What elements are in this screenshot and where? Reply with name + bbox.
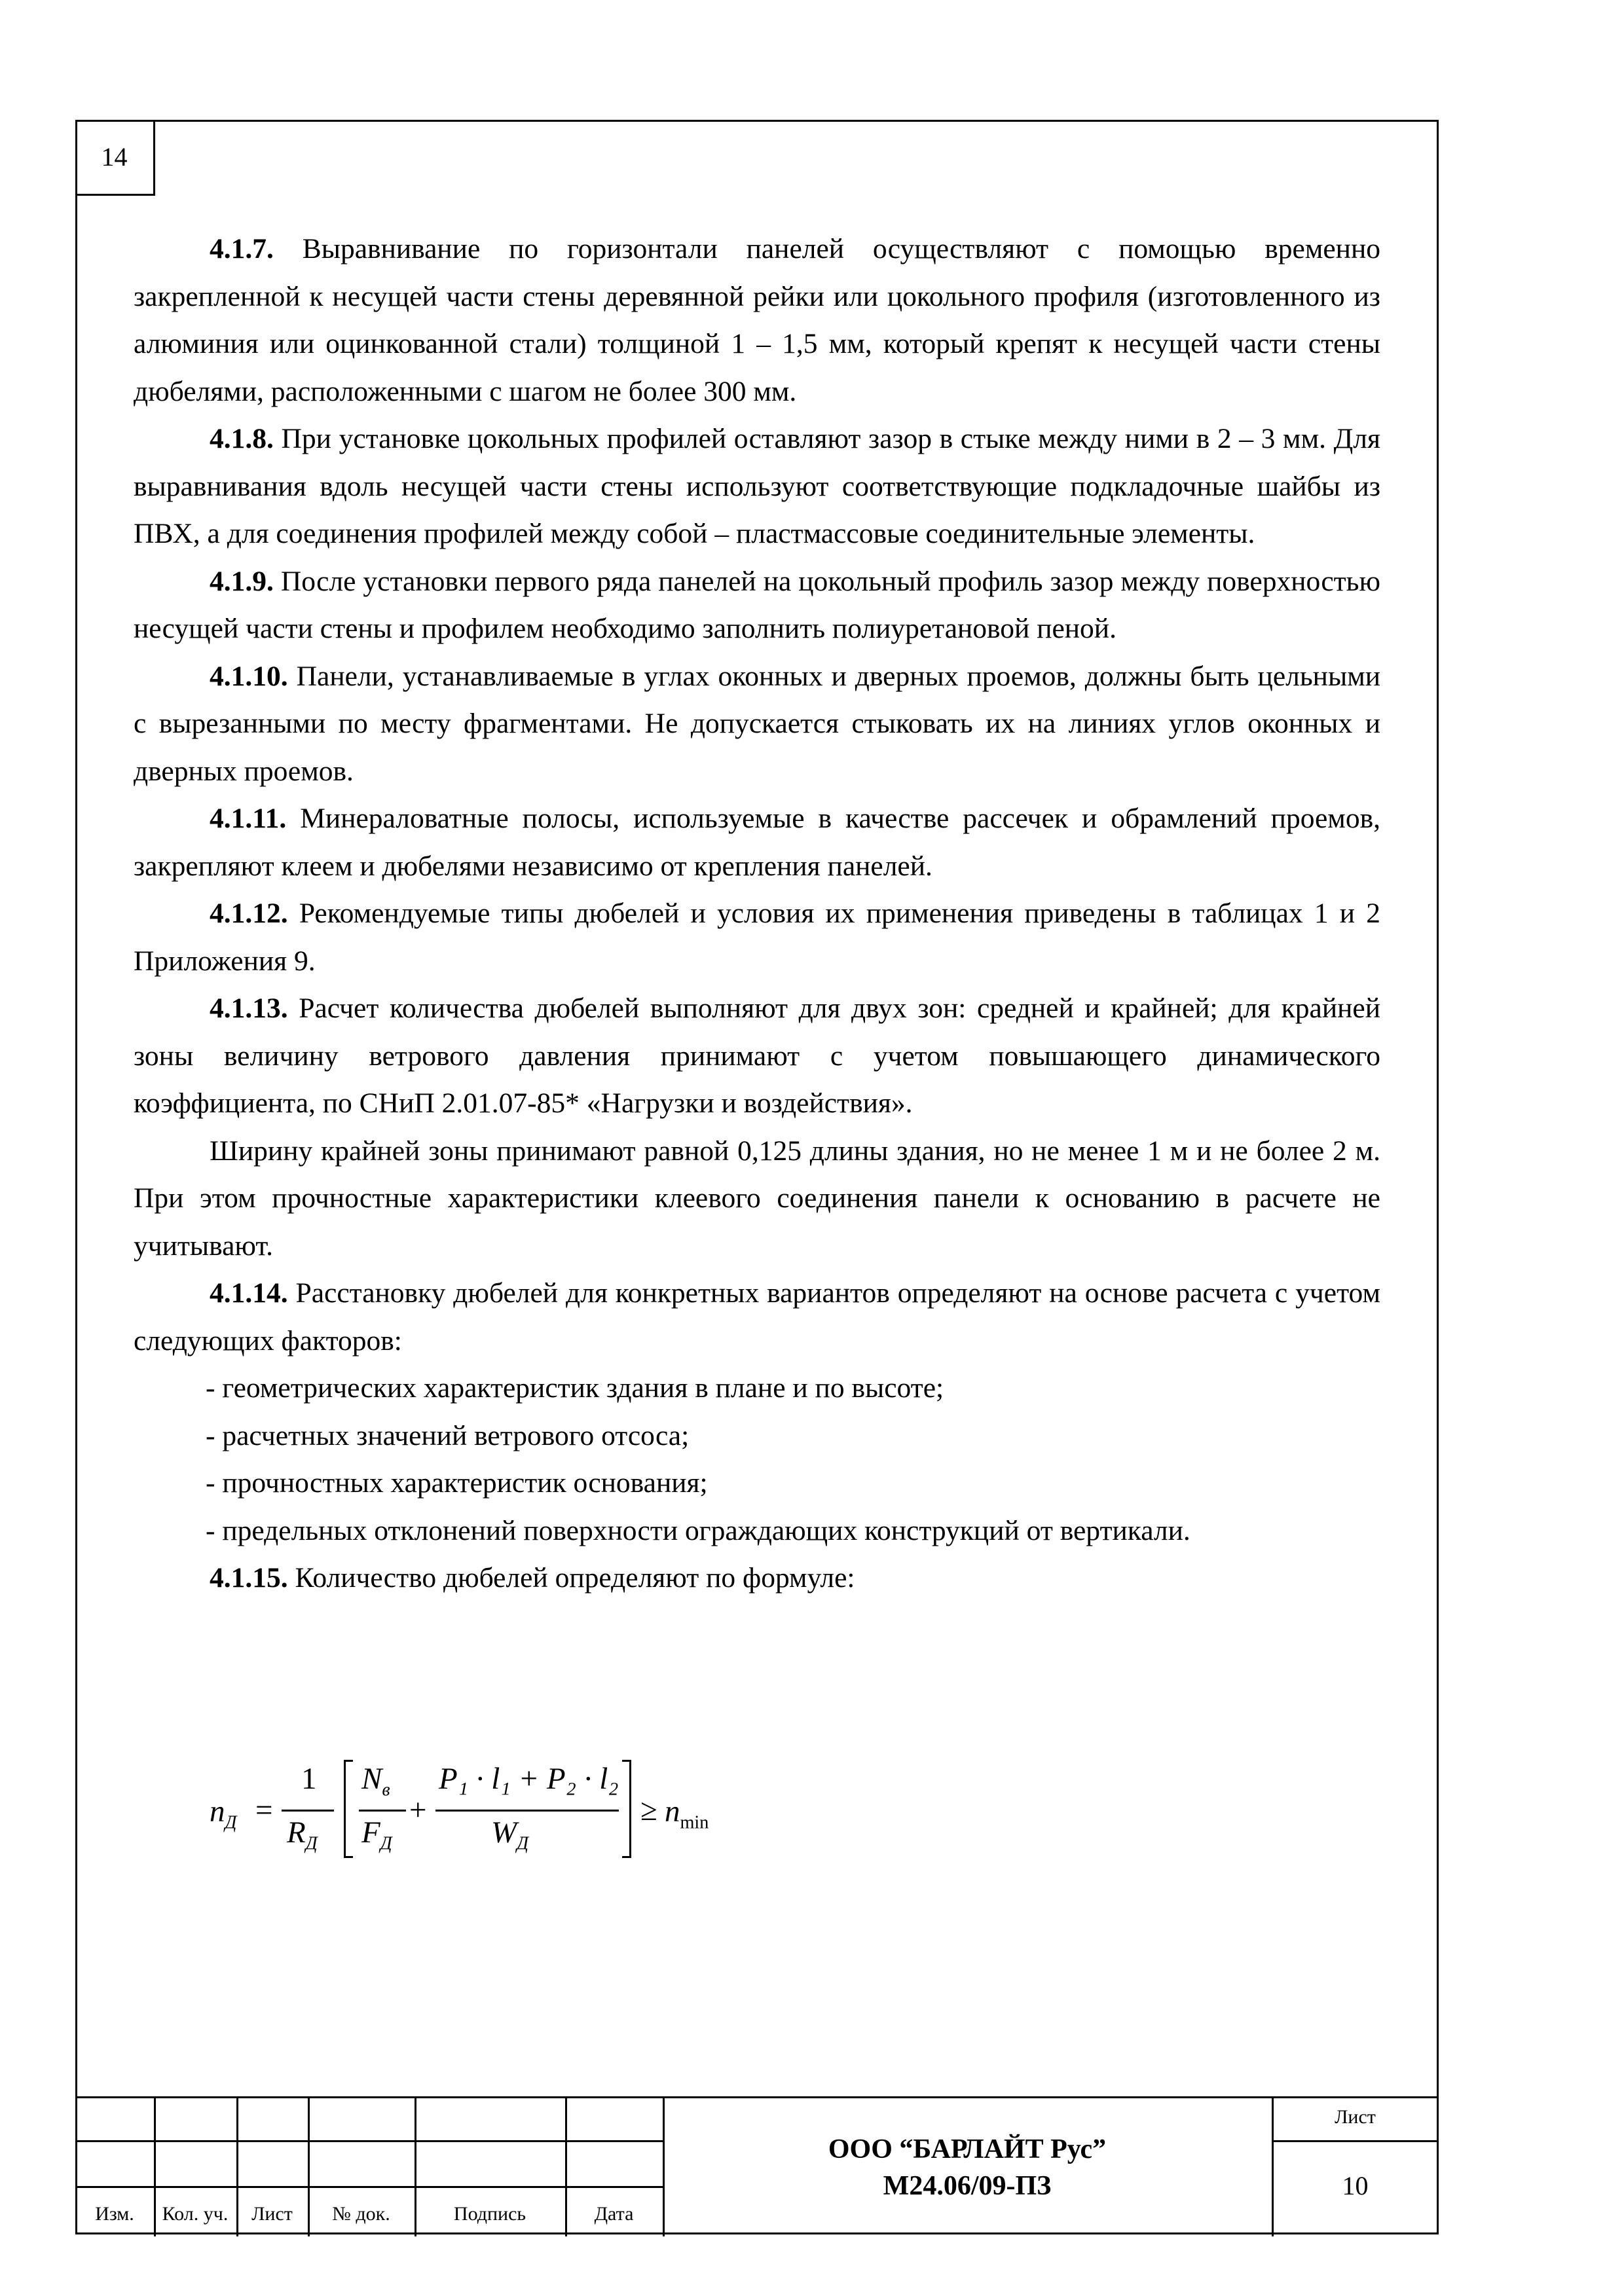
formula-f: $F_Д$ xyxy=(361,1815,392,1854)
paragraph-text: При установке цокольных профилей оставляют зазор в стыке между ними в 2 – 3 мм. Для выравнивания вдоль несущей части стены используют соответствующие подкладочные шайбы из ПВХ, а для соединения профилей между собой – пластмассовые соединительные элементы. xyxy=(134,423,1380,549)
paragraph xyxy=(134,653,1380,795)
paragraph xyxy=(134,1127,1380,1270)
list-item: - расчетных значений ветрового отсоса; xyxy=(206,1419,690,1451)
title-block xyxy=(75,2096,1439,2234)
paragraph xyxy=(134,795,1380,890)
paragraph-text: Минераловатные полосы, используемые в качестве рассечек и обрамлений проемов, закрепляют клеем и дюбелями независимо от крепления панелей. xyxy=(134,803,1380,882)
paragraph-text: Количество дюбелей определяют по формуле: xyxy=(287,1562,855,1594)
paragraph xyxy=(134,1269,1380,1364)
col-label-doc-no: № док. xyxy=(332,2203,390,2225)
paragraph-text: Расчет количества дюбелей выполняют для двух зон: средней и крайней; для крайней зоны величину ветрового давления принимают с учетом повышающего динамического коэффициента, по СНиП 2.01.07-85* «Нагрузки и воздействия». xyxy=(134,993,1380,1119)
formula-r: $R_Д$ xyxy=(287,1815,318,1854)
paragraph-number: 4.1.9. xyxy=(210,565,274,597)
paragraph xyxy=(134,558,1380,653)
paragraph-number: 4.1.13. xyxy=(210,993,288,1024)
paragraph-number: 4.1.7. xyxy=(210,233,274,264)
paragraph-text: Ширину крайней зоны принимают равной 0,125 длины здания, но не менее 1 м и не более 2 м. При этом прочностные характеристики клеевого соединения панели к основанию в расчете не учитывают. xyxy=(134,1135,1380,1262)
formula-n: $N_в$ xyxy=(361,1762,390,1800)
paragraph-text: Панели, устанавливаемые в углах оконных и дверных проемов, должны быть цельными с вырезанными по месту фрагментами. Не допускается стыковать их на линиях углов оконных и дверных проемов. xyxy=(134,660,1380,787)
list-item: - прочностных характеристик основания; xyxy=(206,1467,708,1499)
formula-geq: ≥ xyxy=(640,1793,657,1827)
paragraph xyxy=(134,985,1380,1127)
dowel-count-formula xyxy=(210,1755,799,1879)
document-code: М24.06/09-ПЗ xyxy=(883,2171,1052,2201)
paragraph-number: 4.1.8. xyxy=(210,423,274,454)
list-item: - предельных отклонений поверхности ограждающих конструкций от вертикали. xyxy=(206,1514,1190,1546)
sheet-number: 10 xyxy=(1342,2171,1369,2200)
fraction-bar xyxy=(282,1810,334,1812)
paragraph-number: 4.1.12. xyxy=(210,898,288,929)
formula-w: $W_Д$ xyxy=(491,1815,529,1854)
formula-plus: + xyxy=(409,1793,427,1827)
paragraph xyxy=(134,890,1380,985)
paragraph xyxy=(134,1554,1380,1602)
formula-nmin: $n_{min}$ xyxy=(665,1795,709,1833)
right-bracket xyxy=(622,1760,631,1858)
paragraph-text: Выравнивание по горизонтали панелей осуществляют с помощью временно закрепленной к несущей части стены деревянной рейки или цокольного профиля (изготовленного из алюминия или оцинкованной стали) толщиной 1 – 1,5 мм, который крепят к несущей части стены дюбелями, расположенными с шагом не более 300 мм. xyxy=(134,233,1380,407)
sheet-label: Лист xyxy=(1335,2106,1376,2128)
formula-one: 1 xyxy=(301,1762,317,1796)
paragraph xyxy=(134,415,1380,558)
left-bracket xyxy=(344,1760,353,1858)
fraction-bar xyxy=(359,1810,406,1812)
col-label-kol-uch: Кол. уч. xyxy=(162,2203,229,2225)
col-label-date: Дата xyxy=(594,2203,634,2225)
paragraph-number: 4.1.14. xyxy=(210,1277,288,1309)
paragraph-text: После установки первого ряда панелей на цокольный профиль зазор между поверхностью несущей части стены и профилем необходимо заполнить полиуретановой пеной. xyxy=(134,565,1380,644)
document-body xyxy=(134,225,1380,1602)
formula-lhs: $n_Д$ xyxy=(210,1795,237,1833)
organization-name: ООО “БАРЛАЙТ Рус” xyxy=(828,2134,1107,2164)
paragraph-number: 4.1.15. xyxy=(210,1562,288,1594)
paragraph-text: Расстановку дюбелей для конкретных вариантов определяют на основе расчета с учетом следующих факторов: xyxy=(134,1277,1380,1357)
fraction-bar xyxy=(435,1810,619,1812)
col-label-izm: Изм. xyxy=(95,2203,134,2225)
col-label-list: Лист xyxy=(251,2203,293,2225)
paragraph-number: 4.1.11. xyxy=(210,803,287,834)
organization-block xyxy=(663,2131,1272,2204)
paragraph-text: Рекомендуемые типы дюбелей и условия их применения приведены в таблицах 1 и 2 Приложения 9. xyxy=(134,898,1380,977)
list-item: - геометрических характеристик здания в плане и по высоте; xyxy=(206,1372,944,1404)
paragraph xyxy=(134,225,1380,415)
page-number: 14 xyxy=(75,120,155,196)
formula-numerator: P₁ · l₁ + P₂ · l₂ xyxy=(439,1762,619,1796)
paragraph-number: 4.1.10. xyxy=(210,660,288,692)
formula-equals: = xyxy=(255,1793,273,1827)
col-label-signature: Подпись xyxy=(453,2203,526,2225)
